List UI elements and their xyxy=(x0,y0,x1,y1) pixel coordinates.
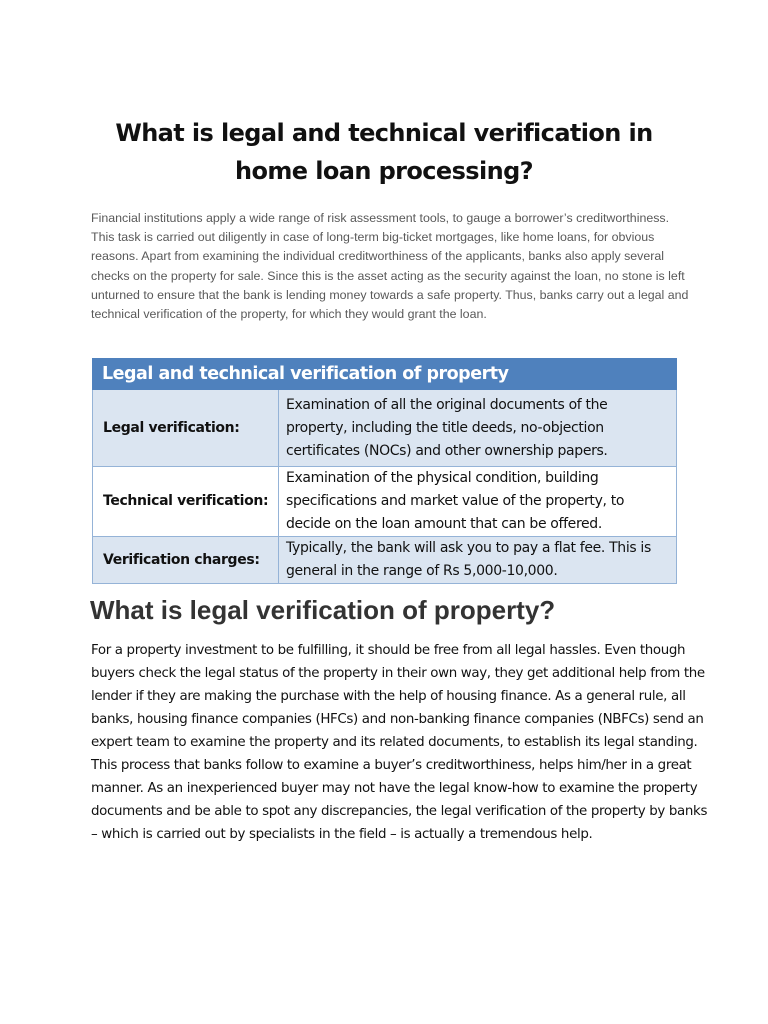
page-title-line-1: What is legal and technical verification in xyxy=(115,119,653,147)
table-row-description: Typically, the bank will ask you to pay a flat fee. This is general in the range of Rs 5,000-10,000. xyxy=(279,537,677,584)
section-body xyxy=(91,639,711,846)
table-header-row xyxy=(93,359,677,390)
page-title xyxy=(0,114,768,190)
table-row-label: Legal verification: xyxy=(93,390,279,467)
table-row-verification-charges xyxy=(93,537,677,584)
intro-paragraph: Financial institutions apply a wide range of risk assessment tools, to gauge a borrower’s creditworthiness. This task is carried out diligently in case of long-term big-ticket mortgages, like home loans, for obvious reasons. Apart from examining the individual creditworthiness of the applicants, banks also apply several checks on the property for sale. Since this is the asset acting as the security against the loan, no stone is left unturned to ensure that the bank is lending money towards a safe property. Thus, banks carry out a legal and technical verification of the property, for which they would grant the loan. xyxy=(91,211,689,322)
body-paragraph: For a property investment to be fulfilling, it should be free from all legal hassles. Even though buyers check the legal status of the property in their own way, they get additional help from the lender if they are making the purchase with the help of housing finance. As a general rule, all banks, housing finance companies (HFCs) and non-banking finance companies (NBFCs) send an expert team to examine the property and its related documents, to establish its legal standing. xyxy=(91,643,705,750)
body-paragraph: This process that banks follow to examine a buyer’s creditworthiness, helps him/her in a great manner. As an inexperienced buyer may not have the legal know-how to examine the property documents and be able to spot any discrepancies, the legal verification of the property by banks – which is carried out by specialists in the field – is actually a tremendous help. xyxy=(91,758,708,842)
verification-table xyxy=(92,358,677,584)
table-row-label: Technical verification: xyxy=(93,467,279,537)
table-row-description: Examination of all the original documents of the property, including the title deeds, no-objection certificates (NOCs) and other ownership papers. xyxy=(279,390,677,467)
section-heading: What is legal verification of property? xyxy=(90,595,556,625)
table-row-description: Examination of the physical condition, building specifications and market value of the property, to decide on the loan amount that can be offered. xyxy=(279,467,677,537)
table-row-technical-verification xyxy=(93,467,677,537)
page-title-line-2: home loan processing? xyxy=(235,157,533,185)
table-header: Legal and technical verification of property xyxy=(93,359,677,390)
table-row-legal-verification xyxy=(93,390,677,467)
table-row-label: Verification charges: xyxy=(93,537,279,584)
